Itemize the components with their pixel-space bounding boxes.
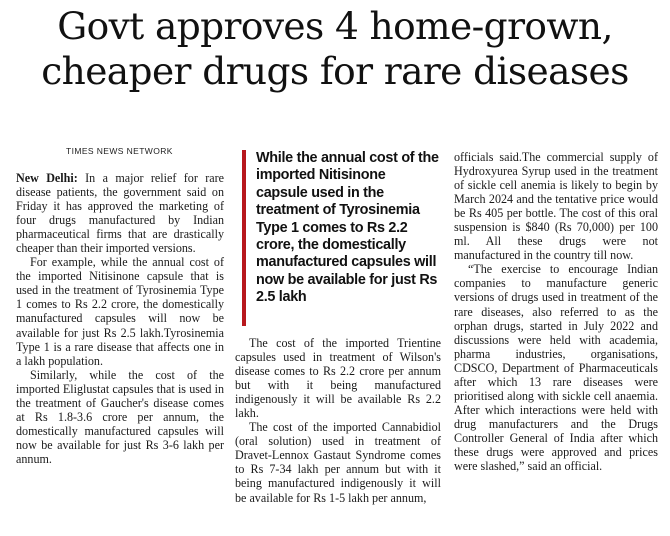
article-paragraph-4: The cost of the imported Trientine capsules used in treatment of Wilson's disease comes to Rs 2.2 crore per annum but with it being manufactured indigenously it will be available Rs 2.2 lakh. bbox=[235, 336, 441, 421]
paragraph-1-text: In a major relief for rare disease patients, the government said on Friday it has approved the marketing of four drugs manufactured by Indian pharmaceutical firms that are drastically cheaper than their imported versions. bbox=[16, 171, 225, 256]
dateline: New Delhi: bbox=[16, 171, 78, 185]
article-paragraph-5-start: The cost of the imported Cannabidiol (oral solution) used in treatment of Dravet-Lennox Gastaut Syndrome comes to Rs 7-34 lakh per annum but with it being manufactured indigenously it will be available for Rs 1-5 lakh per annum, bbox=[235, 420, 441, 505]
pull-quote bbox=[242, 150, 440, 326]
headline bbox=[0, 4, 670, 94]
article-paragraph-5-continued: officials said.The commercial supply of Hydroxyurea Syrup used in the treatment of sickle cell anemia is likely to begin by March 2024 and the tentative price would be Rs 405 per bottle. The cost of this oral suspension is $840 (Rs 70,000) per 100 ml. All these drugs were not manufactured in the country till now. bbox=[454, 150, 658, 263]
headline-line-2: cheaper drugs for rare diseases bbox=[41, 49, 629, 93]
article-column-2 bbox=[235, 336, 441, 505]
byline: TIMES NEWS NETWORK bbox=[66, 146, 173, 156]
article-column-3 bbox=[454, 150, 658, 473]
pull-quote-text: While the annual cost of the imported Nitisinone capsule used in the treatment of Tyrosinemia Type 1 comes to Rs 2.2 crore, the domestically manufactured capsules will now be available for just Rs 2.5 lakh bbox=[256, 150, 439, 306]
article-paragraph-3: Similarly, while the cost of the imported Eliglustat capsules that is used in the treatment of Gaucher's disease comes at Rs 1.8-3.6 crore per annum, the domestically manufactured capsules will now be available for just Rs 3-6 lakh per annum. bbox=[16, 367, 224, 466]
article-paragraph-6: “The exercise to encourage Indian companies to manufacture generic versions of drugs used in treatment of the rare diseases, also referred to as the orphan drugs, started in July 2022 and discussions were held with academia, pharma industries, organisations, CDSCO, Department of Pharmaceuticals after which 13 rare diseases were prioritised along with sickle cell anaemia. After which interactions were held with drug manufacturers and the Drugs Controller General of India after which these drugs were approved and prices were slashed,” said an official. bbox=[454, 262, 658, 474]
article-column-1 bbox=[16, 171, 224, 466]
article-paragraph-1 bbox=[16, 171, 224, 255]
headline-line-1: Govt approves 4 home-grown, bbox=[57, 4, 613, 48]
article-paragraph-2: For example, while the annual cost of the imported Nitisinone capsule that is used in the treatment of Tyrosinemia Type 1 comes to Rs 2.2 crore, the domestically manufactured capsules will now be available for just Rs 2.5 lakh.Tyrosinemia Type 1 is a rare disease that affects one in a lakh population. bbox=[16, 255, 224, 368]
